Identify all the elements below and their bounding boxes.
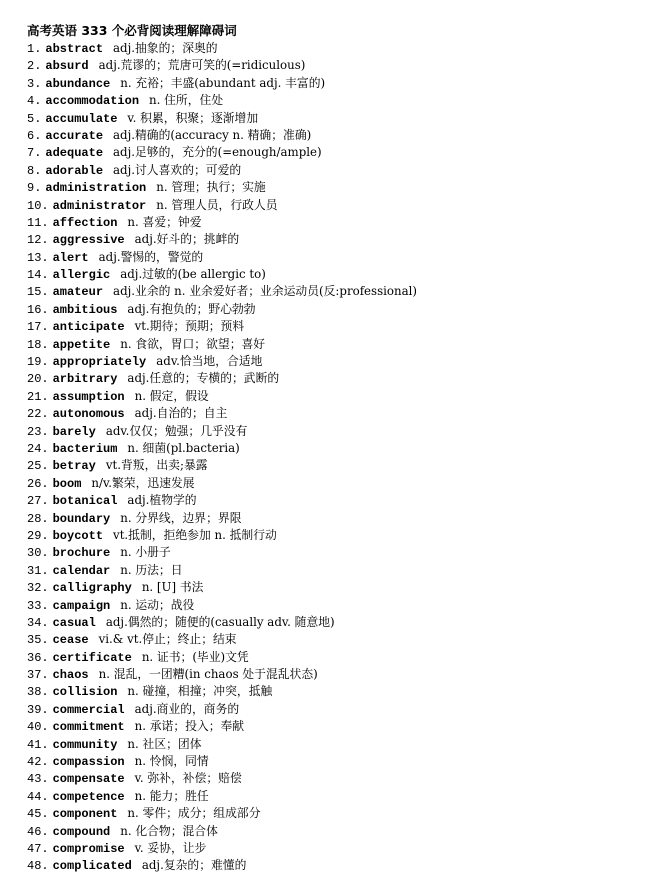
entry-definition: n. 分界线，边界；界限 <box>120 510 242 525</box>
entry-definition: n. 食欲，胃口；欲望；喜好 <box>120 336 266 351</box>
entry-word: boycott <box>52 528 104 543</box>
entry-number: 47. <box>27 841 49 856</box>
vocab-entry <box>27 440 637 457</box>
entry-word: casual <box>52 615 96 630</box>
entry-word: compensate <box>52 772 125 787</box>
vocab-entry <box>27 162 637 179</box>
entry-definition: n. 小册子 <box>120 545 171 560</box>
entry-number: 29. <box>27 528 49 543</box>
vocab-entry <box>27 579 637 596</box>
entry-word: appropriately <box>52 355 147 370</box>
entry-number: 3. <box>27 76 42 91</box>
entry-definition: n. 细菌(pl.bacteria) <box>127 440 240 455</box>
entry-definition: n. 社区；团体 <box>127 736 202 751</box>
vocab-entry <box>27 423 637 440</box>
vocab-entry <box>27 701 637 718</box>
entry-definition: adj.讨人喜欢的；可爱的 <box>113 162 242 177</box>
document-page <box>27 22 637 875</box>
entry-word: administration <box>45 181 147 196</box>
entry-word: competence <box>52 789 125 804</box>
entry-number: 8. <box>27 163 42 178</box>
entry-number: 21. <box>27 389 49 404</box>
entry-definition: n. 运动；战役 <box>120 597 195 612</box>
entry-number: 27. <box>27 494 49 509</box>
entry-word: autonomous <box>52 407 125 422</box>
vocab-entry <box>27 649 637 666</box>
entry-word: complicated <box>52 859 132 874</box>
vocab-entry <box>27 510 637 527</box>
vocab-entry <box>27 666 637 683</box>
entry-definition: n. 碰撞，相撞；冲突，抵触 <box>127 684 273 699</box>
entry-word: commitment <box>52 720 125 735</box>
entry-definition: adj.抽象的；深奥的 <box>113 41 218 55</box>
vocab-entry <box>27 249 637 266</box>
entry-word: compound <box>52 824 111 839</box>
vocab-entry <box>27 336 637 353</box>
entry-word: calendar <box>52 563 111 578</box>
vocab-entry <box>27 597 637 614</box>
entry-number: 39. <box>27 702 49 717</box>
entry-word: community <box>52 737 118 752</box>
vocab-entry <box>27 823 637 840</box>
entry-number: 20. <box>27 372 49 387</box>
entry-definition: adj.足够的，充分的(=enough/ample) <box>113 145 322 160</box>
entry-number: 31. <box>27 563 49 578</box>
entry-number: 4. <box>27 94 42 109</box>
vocab-entry <box>27 788 637 805</box>
vocab-entry <box>27 283 637 300</box>
entry-word: accumulate <box>45 111 118 126</box>
entry-word: component <box>52 807 118 822</box>
vocab-entry <box>27 718 637 735</box>
entry-definition: adj.好斗的；挑衅的 <box>134 232 240 247</box>
entry-number: 26. <box>27 476 49 491</box>
vocab-entry <box>27 614 637 631</box>
vocab-entry <box>27 562 637 579</box>
entry-word: allergic <box>52 268 111 283</box>
entry-word: betray <box>52 459 96 474</box>
entry-definition: n. 化合物；混合体 <box>120 823 218 838</box>
entry-word: amateur <box>52 285 104 300</box>
vocab-entry <box>27 805 637 822</box>
entry-number: 13. <box>27 250 49 265</box>
entry-number: 6. <box>27 128 42 143</box>
entry-number: 36. <box>27 650 49 665</box>
entry-word: brochure <box>52 546 111 561</box>
entry-word: appetite <box>52 337 111 352</box>
entry-number: 35. <box>27 633 49 648</box>
entry-number: 25. <box>27 459 49 474</box>
entry-word: campaign <box>52 598 111 613</box>
entry-number: 40. <box>27 720 49 735</box>
vocab-entry <box>27 144 637 161</box>
entry-number: 2. <box>27 59 42 74</box>
entry-number: 33. <box>27 598 49 613</box>
vocab-entry <box>27 840 637 857</box>
entry-definition: vt.背叛，出卖;暴露 <box>105 458 208 473</box>
entry-word: compassion <box>52 755 125 770</box>
entry-word: affection <box>52 215 118 230</box>
entry-definition: v. 妥协，让步 <box>134 840 207 855</box>
entry-word: boundary <box>52 511 111 526</box>
entry-definition: v. 弥补，补偿；赔偿 <box>134 771 242 786</box>
entry-definition: n. 能力；胜任 <box>134 788 209 803</box>
vocab-entry <box>27 492 637 509</box>
vocab-entry <box>27 370 637 387</box>
vocab-entry <box>27 301 637 318</box>
entry-number: 32. <box>27 581 49 596</box>
entry-definition: adv.仅仅；勉强；几乎没有 <box>105 423 248 438</box>
vocab-entry <box>27 857 637 874</box>
entry-definition: adj.荒谬的；荒唐可笑的(=ridiculous) <box>98 58 306 73</box>
vocab-entry <box>27 127 637 144</box>
entry-definition: adj.精确的(accuracy n. 精确；准确) <box>113 127 312 142</box>
entry-word: alert <box>52 250 89 265</box>
entry-word: bacterium <box>52 441 118 456</box>
entry-word: cease <box>52 633 89 648</box>
vocab-entry <box>27 388 637 405</box>
entry-word: collision <box>52 685 118 700</box>
entry-word: ambitious <box>52 302 118 317</box>
entry-number: 42. <box>27 755 49 770</box>
entry-number: 11. <box>27 215 49 230</box>
entry-definition: adj.复杂的；难懂的 <box>141 858 247 873</box>
entry-word: assumption <box>52 389 125 404</box>
entry-number: 28. <box>27 511 49 526</box>
vocab-entry <box>27 214 637 231</box>
entry-definition: vt.抵制，拒绝参加 n. 抵制行动 <box>113 527 277 542</box>
entry-definition: adj.业余的 n. 业余爱好者；业余运动员(反:professional) <box>113 284 418 299</box>
entry-word: absurd <box>45 59 89 74</box>
vocab-entry <box>27 57 637 74</box>
entry-definition: n. 假定，假设 <box>134 388 209 403</box>
entry-number: 22. <box>27 407 49 422</box>
entry-number: 7. <box>27 146 42 161</box>
entry-word: abstract <box>45 42 104 56</box>
entry-definition: n. 混乱，一团糟(in chaos 处于混乱状态) <box>98 667 318 682</box>
entry-definition: n/v.繁荣，迅速发展 <box>91 475 195 490</box>
entry-number: 44. <box>27 789 49 804</box>
entry-word: anticipate <box>52 320 125 335</box>
vocab-entry <box>27 736 637 753</box>
entry-number: 9. <box>27 181 42 196</box>
vocab-entry <box>27 110 637 127</box>
entry-number: 48. <box>27 859 49 874</box>
entry-number: 30. <box>27 546 49 561</box>
entry-number: 19. <box>27 355 49 370</box>
entry-number: 15. <box>27 285 49 300</box>
entry-word: abundance <box>45 76 111 91</box>
vocabulary-list <box>27 40 637 875</box>
vocab-entry <box>27 457 637 474</box>
entry-number: 24. <box>27 441 49 456</box>
entry-definition: adj.植物学的 <box>127 493 197 508</box>
entry-definition: vi.& vt.停止；终止；结束 <box>98 632 237 647</box>
entry-definition: adj.任意的；专横的；武断的 <box>127 371 280 386</box>
entry-number: 46. <box>27 824 49 839</box>
document-title: 高考英语 333 个必背阅读理解障碍词 <box>27 23 237 38</box>
entry-definition: n. 承诺；投入；奉献 <box>134 719 245 734</box>
vocab-entry <box>27 75 637 92</box>
entry-definition: n. 管理人员，行政人员 <box>156 197 278 212</box>
entry-definition: adj.偶然的；随便的(casually adv. 随意地) <box>105 614 335 629</box>
vocab-entry <box>27 197 637 214</box>
entry-number: 5. <box>27 111 42 126</box>
entry-number: 43. <box>27 772 49 787</box>
entry-definition: adv.恰当地，合适地 <box>156 354 263 369</box>
vocab-entry <box>27 753 637 770</box>
entry-definition: adj.商业的，商务的 <box>134 701 240 716</box>
entry-word: barely <box>52 424 96 439</box>
entry-number: 14. <box>27 268 49 283</box>
entry-word: adorable <box>45 163 104 178</box>
entry-definition: adj.自治的；自主 <box>134 406 228 421</box>
entry-word: boom <box>52 476 82 491</box>
entry-number: 10. <box>27 198 49 213</box>
entry-word: botanical <box>52 494 118 509</box>
vocab-entry <box>27 631 637 648</box>
entry-number: 37. <box>27 668 49 683</box>
entry-definition: n. [U] 书法 <box>141 580 204 595</box>
vocab-entry <box>27 92 637 109</box>
entry-number: 38. <box>27 685 49 700</box>
entry-word: arbitrary <box>52 372 118 387</box>
entry-definition: n. 证书；(毕业)文凭 <box>141 649 249 664</box>
entry-number: 12. <box>27 233 49 248</box>
entry-word: administrator <box>52 198 147 213</box>
vocab-entry <box>27 231 637 248</box>
entry-definition: n. 怜悯，同情 <box>134 754 209 769</box>
entry-word: compromise <box>52 841 125 856</box>
entry-word: certificate <box>52 650 132 665</box>
vocab-entry <box>27 544 637 561</box>
vocab-entry <box>27 405 637 422</box>
entry-number: 45. <box>27 807 49 822</box>
entry-word: calligraphy <box>52 581 132 596</box>
entry-number: 23. <box>27 424 49 439</box>
entry-number: 18. <box>27 337 49 352</box>
vocab-entry <box>27 266 637 283</box>
entry-number: 1. <box>27 42 42 56</box>
entry-definition: vt.期待；预期；预料 <box>134 319 245 334</box>
entry-word: aggressive <box>52 233 125 248</box>
entry-word: adequate <box>45 146 104 161</box>
entry-definition: adj.警惕的，警觉的 <box>98 249 204 264</box>
vocab-entry <box>27 179 637 196</box>
entry-word: accurate <box>45 128 104 143</box>
entry-definition: v. 积累，积聚；逐渐增加 <box>127 110 259 125</box>
vocab-entry <box>27 40 637 57</box>
entry-definition: n. 零件；成分；组成部分 <box>127 806 261 821</box>
entry-definition: n. 喜爱；钟爱 <box>127 214 202 229</box>
vocab-entry <box>27 475 637 492</box>
vocab-entry <box>27 770 637 787</box>
entry-word: chaos <box>52 668 89 683</box>
entry-number: 34. <box>27 615 49 630</box>
entry-definition: adj.有抱负的；野心勃勃 <box>127 301 256 316</box>
entry-definition: n. 管理；执行；实施 <box>156 180 266 195</box>
entry-definition: n. 充裕；丰盛(abundant adj. 丰富的) <box>120 75 326 90</box>
entry-word: commercial <box>52 702 125 717</box>
vocab-entry <box>27 527 637 544</box>
entry-word: accommodation <box>45 94 140 109</box>
entry-number: 41. <box>27 737 49 752</box>
entry-definition: n. 历法；日 <box>120 562 183 577</box>
entry-definition: adj.过敏的(be allergic to) <box>120 267 266 282</box>
entry-number: 17. <box>27 320 49 335</box>
vocab-entry <box>27 683 637 700</box>
entry-definition: n. 住所，住处 <box>149 93 224 108</box>
vocab-entry <box>27 353 637 370</box>
vocab-entry <box>27 318 637 335</box>
entry-number: 16. <box>27 302 49 317</box>
